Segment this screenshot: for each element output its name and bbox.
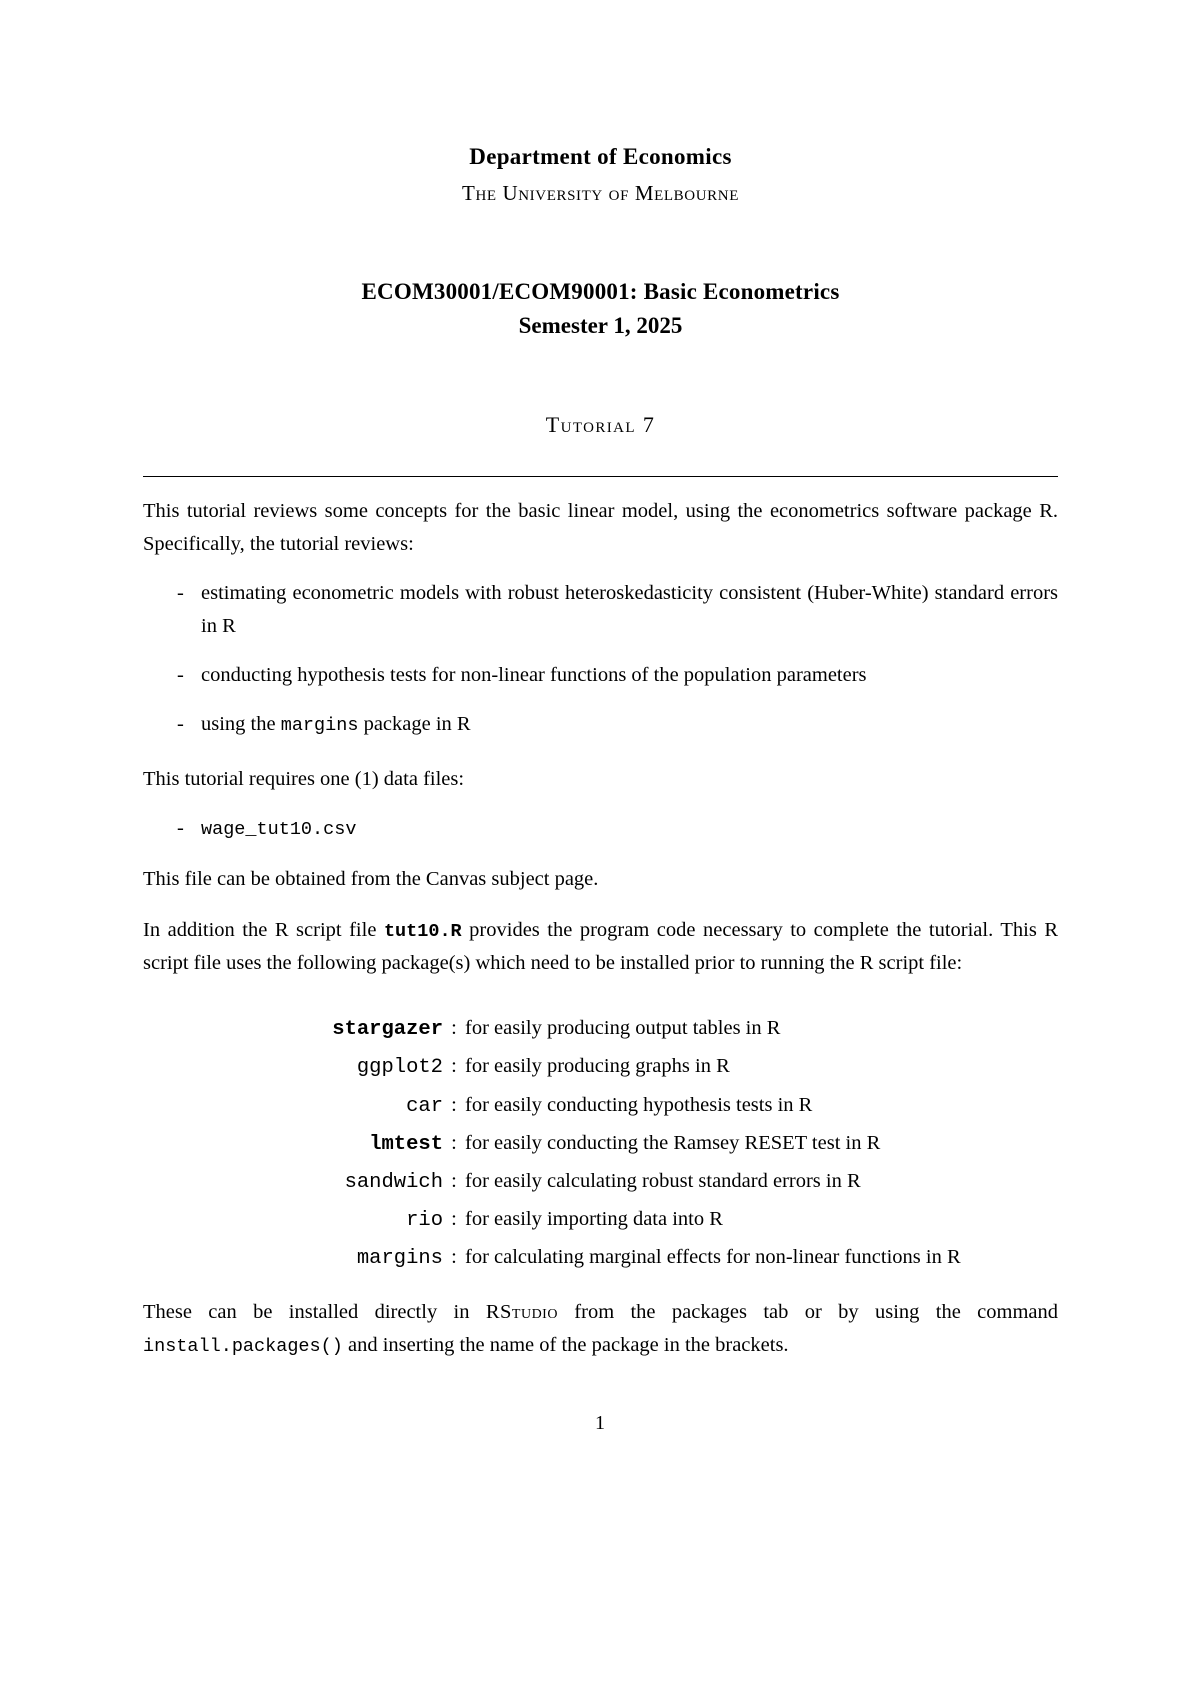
package-name: margins xyxy=(356,1247,443,1271)
list-item-text-pre: using the xyxy=(201,712,281,735)
package-colon: : xyxy=(451,1093,457,1116)
package-description: for easily producing graphs in R xyxy=(465,1055,730,1078)
package-colon: : xyxy=(451,1170,457,1193)
list-item-text-post: package in R xyxy=(358,712,471,735)
table-row xyxy=(143,1239,1058,1277)
horizontal-divider xyxy=(143,476,1058,477)
install-command: install.packages() xyxy=(143,1335,343,1357)
intro-bullet-list xyxy=(143,577,1058,740)
bullet-dash: - xyxy=(177,712,184,735)
data-file-name: wage_tut10.csv xyxy=(201,818,357,840)
package-colon: : xyxy=(451,1246,457,1269)
page-content xyxy=(143,0,1058,1362)
package-name-margins: margins xyxy=(280,714,359,736)
package-colon: : xyxy=(451,1208,457,1231)
package-name: rio xyxy=(406,1209,443,1233)
table-row xyxy=(143,1048,1058,1086)
package-name: ggplot2 xyxy=(356,1056,443,1080)
package-colon: : xyxy=(451,1131,457,1154)
table-row xyxy=(143,1087,1058,1125)
tutorial-heading: Tutorial 7 xyxy=(545,412,656,437)
data-files-list xyxy=(143,812,1058,845)
package-colon: : xyxy=(451,1017,457,1040)
list-item xyxy=(143,659,1058,692)
package-description: for easily importing data into R xyxy=(465,1208,723,1231)
package-name: stargazer xyxy=(332,1018,443,1042)
page-number: 1 xyxy=(595,1412,605,1434)
list-item-text: estimating econometric models with robust heteroskedasticity consistent (Huber-White) standard errors in R xyxy=(201,582,1058,638)
data-files-note: This file can be obtained from the Canvas subject page. xyxy=(143,867,599,890)
closing-post-text: and inserting the name of the package in the brackets. xyxy=(342,1333,789,1356)
intro-paragraph: This tutorial reviews some concepts for the basic linear model, using the econometrics software package R. Specifically, the tutorial reviews: xyxy=(143,500,1058,556)
data-files-lead: This tutorial requires one (1) data files: xyxy=(143,767,465,790)
closing-pre-text: These can be installed directly in xyxy=(143,1300,486,1323)
script-post-text: provides the program code necessary to complete the tutorial. This R script file uses the following package(s) which need to be installed prior to running the R script file: xyxy=(143,918,1058,974)
list-item xyxy=(143,708,1058,741)
package-description: for easily conducting the Ramsey RESET test in R xyxy=(465,1131,881,1154)
package-colon: : xyxy=(451,1055,457,1078)
table-row xyxy=(143,1125,1058,1163)
script-pre-text: In addition the R script file xyxy=(143,918,384,941)
package-name: sandwich xyxy=(344,1171,443,1195)
bullet-dash: - xyxy=(177,816,184,839)
script-file-name: tut10.R xyxy=(383,920,462,942)
list-item-text: conducting hypothesis tests for non-linear functions of the population parameters xyxy=(201,664,867,686)
table-row xyxy=(143,1010,1058,1048)
rstudio-name: RStudio xyxy=(485,1300,558,1323)
package-description: for easily calculating robust standard errors in R xyxy=(465,1170,861,1193)
package-description: for calculating marginal effects for non-linear functions in R xyxy=(465,1246,961,1269)
bullet-dash: - xyxy=(177,664,184,686)
package-name: lmtest xyxy=(369,1132,443,1156)
list-item xyxy=(143,812,1058,845)
list-item xyxy=(143,577,1058,643)
package-description: for easily producing output tables in R xyxy=(465,1017,781,1040)
bullet-dash: - xyxy=(177,582,184,605)
package-table xyxy=(143,1010,1058,1277)
semester-heading: Semester 1, 2025 xyxy=(518,313,683,338)
table-row xyxy=(143,1201,1058,1239)
table-row xyxy=(143,1163,1058,1201)
subject-heading: ECOM30001/ECOM90001: Basic Econometrics xyxy=(361,279,840,304)
department-heading: Department of Economics xyxy=(469,144,732,169)
package-name: car xyxy=(406,1094,443,1118)
closing-mid-text: from the packages tab or by using the command xyxy=(557,1300,1058,1323)
university-heading: The University of Melbourne xyxy=(462,181,739,205)
closing-paragraph xyxy=(143,1296,1058,1362)
package-description: for easily conducting hypothesis tests in R xyxy=(465,1093,813,1116)
script-paragraph xyxy=(143,914,1058,980)
